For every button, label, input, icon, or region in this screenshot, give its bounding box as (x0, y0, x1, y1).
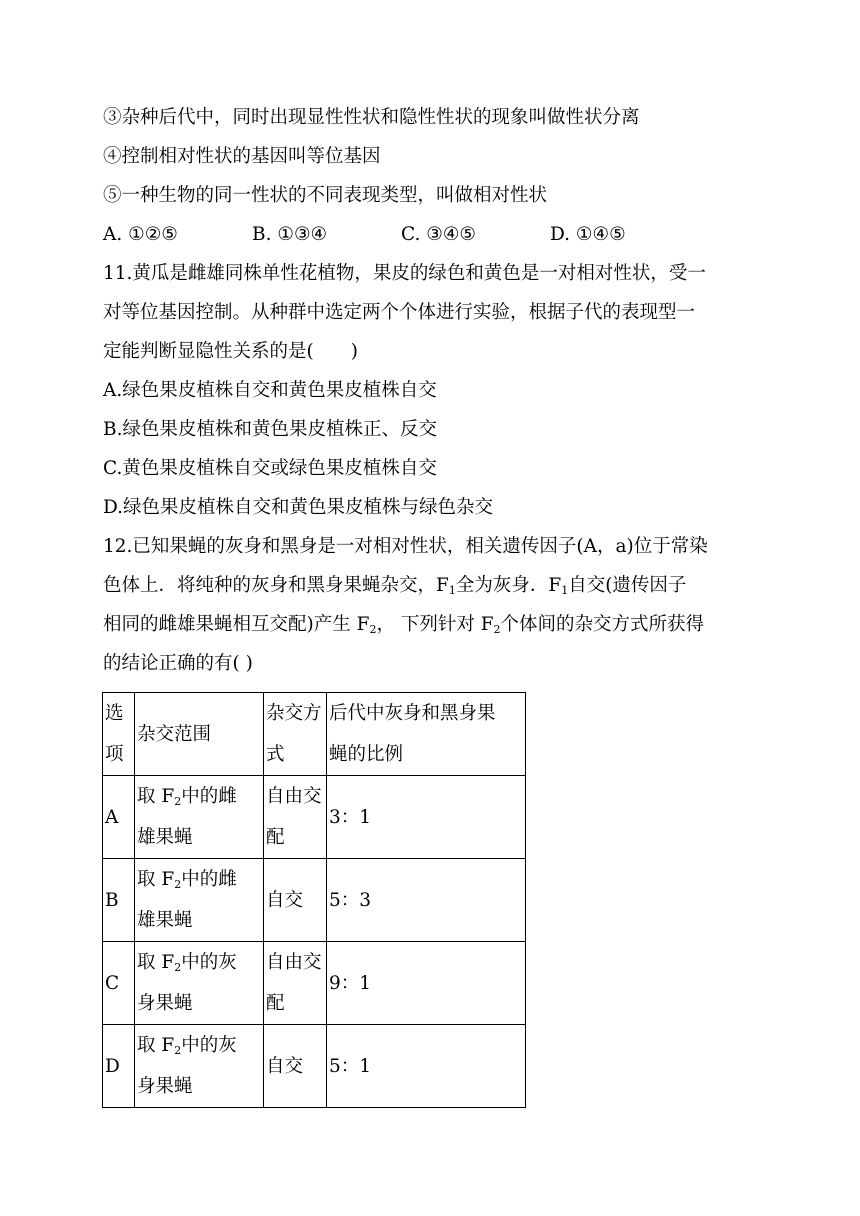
table-header-row (103, 693, 526, 776)
row-range: 取 $F_2$中的灰 身果蝇 (135, 942, 264, 1025)
row-ratio: 5：3 (327, 859, 526, 942)
q10-option-a: A. ①②⑤ (103, 224, 178, 245)
document-page (103, 98, 763, 683)
statement-3: ③杂种后代中，同时出现显性性状和隐性性状的现象叫做性状分离 (103, 107, 640, 128)
statement-4: ④控制相对性状的基因叫等位基因 (103, 146, 381, 167)
row-option: D (103, 1025, 135, 1108)
q12-stem-line-4: 的结论正确的有( ) (103, 653, 253, 674)
q10-option-d: D. ①④⑤ (550, 224, 626, 245)
statement-5: ⑤一种生物的同一性状的不同表现类型，叫做相对性状 (103, 185, 548, 206)
row-method: 自交 (264, 1025, 327, 1108)
row-ratio: 3：1 (327, 776, 526, 859)
cross-results-table (102, 692, 526, 1108)
row-method: 自由交 配 (264, 776, 327, 859)
row-ratio: 9：1 (327, 942, 526, 1025)
q11-stem-line-2: 对等位基因控制。从种群中选定两个个体进行实验，根据子代的表现型一 (103, 302, 696, 323)
header-option: 选 项 (103, 693, 135, 776)
q12-stem-line-2: 色体上．将纯种的灰身和黑身果蝇杂交，$F_1$全为灰身．$F_1$自交(遗传因子 (103, 575, 687, 597)
q11-option-a: A.绿色果皮植株自交和黄色果皮植株自交 (103, 380, 437, 401)
header-ratio: 后代中灰身和黑身果 蝇的比例 (327, 693, 526, 776)
q11-option-b: B.绿色果皮植株和黄色果皮植株正、反交 (103, 419, 437, 440)
row-option: B (103, 859, 135, 942)
row-method: 自交 (264, 859, 327, 942)
q12-stem-line-1: 12.已知果蝇的灰身和黑身是一对相对性状，相关遗传因子(A，a)位于常染 (103, 536, 708, 557)
table-row (103, 859, 526, 942)
table-row (103, 776, 526, 859)
row-ratio: 5：1 (327, 1025, 526, 1108)
q12-stem-line-3: 相同的雌雄果蝇相互交配)产生 $F_2$， 下列针对 $F_2$个体间的杂交方式所获得 (103, 614, 705, 636)
q11-option-d: D.绿色果皮植株自交和黄色果皮植株与绿色杂交 (103, 497, 494, 518)
row-range: 取 $F_2$中的雌 雄果蝇 (135, 776, 264, 859)
header-cross-method: 杂交方 式 (264, 693, 327, 776)
q10-option-c: C. ③④⑤ (401, 224, 477, 245)
table-row (103, 1025, 526, 1108)
header-cross-range: 杂交范围 (135, 693, 264, 776)
q10-option-b: B. ①③④ (252, 224, 328, 245)
row-option: C (103, 942, 135, 1025)
row-range: 取 $F_2$中的雌 雄果蝇 (135, 859, 264, 942)
q11-option-c: C.黄色果皮植株自交或绿色果皮植株自交 (103, 458, 437, 479)
row-range: 取 $F_2$中的灰 身果蝇 (135, 1025, 264, 1108)
row-method: 自由交 配 (264, 942, 327, 1025)
row-option: A (103, 776, 135, 859)
q10-options (103, 215, 763, 254)
table-row (103, 942, 526, 1025)
q11-stem-line-3: 定能判断显隐性关系的是( ) (103, 341, 358, 362)
q11-stem-line-1: 11.黄瓜是雌雄同株单性花植物，果皮的绿色和黄色是一对相对性状，受一 (103, 263, 706, 284)
